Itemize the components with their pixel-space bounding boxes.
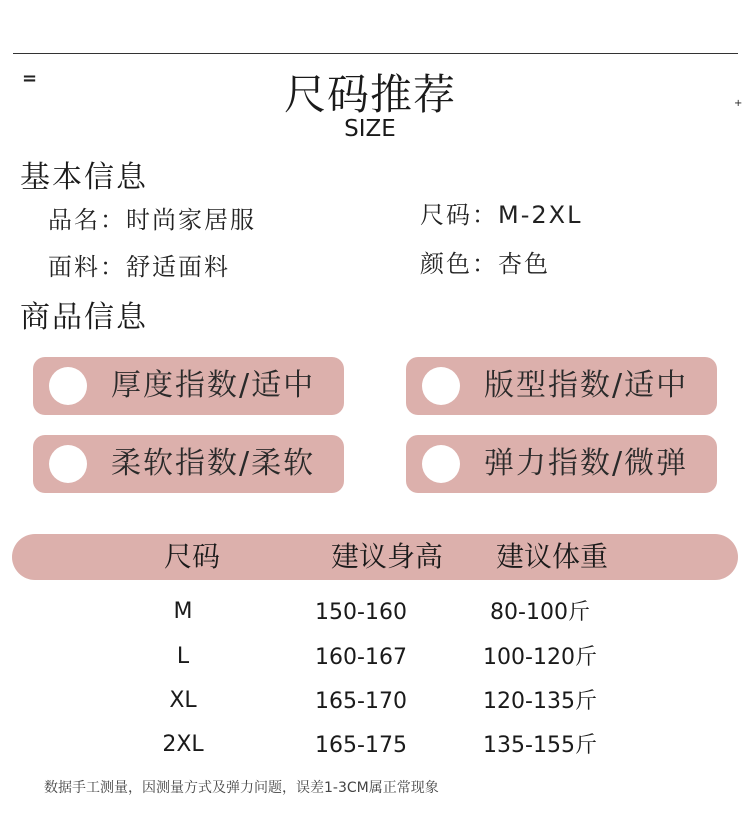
index-label: 弹力指数/微弹	[484, 446, 689, 481]
cell-weight: 80-100斤	[490, 600, 590, 625]
basic-info-heading: 基本信息	[20, 160, 148, 195]
cell-weight: 135-155斤	[483, 733, 597, 758]
column-header-weight: 建议体重	[495, 540, 608, 573]
cell-weight: 120-135斤	[483, 689, 597, 714]
column-header-height: 建议身高	[330, 540, 443, 573]
index-label: 厚度指数/适中	[111, 368, 316, 403]
circle-dot-icon	[49, 367, 87, 405]
product-info-heading: 商品信息	[20, 300, 148, 335]
cell-size: 2XL	[162, 732, 204, 757]
cell-height: 160-167	[315, 645, 407, 670]
index-pill-fit	[406, 357, 717, 415]
top-divider	[13, 53, 738, 54]
cell-height: 165-170	[315, 689, 407, 714]
color: 颜色：杏色	[420, 250, 550, 278]
measurement-note: 数据手工测量，因测量方式及弹力问题，误差1-3CM属正常现象	[44, 780, 439, 796]
circle-dot-icon	[49, 445, 87, 483]
cell-height: 165-175	[315, 733, 407, 758]
index-pill-thickness	[33, 357, 344, 415]
page-title: 尺码推荐	[283, 70, 456, 119]
cell-size: L	[176, 644, 190, 669]
cell-height: 150-160	[315, 600, 407, 625]
column-header-size: 尺码	[163, 540, 220, 573]
product-name: 品名：时尚家居服	[48, 206, 256, 234]
cell-weight: 100-120斤	[483, 645, 597, 670]
index-label: 版型指数/适中	[484, 368, 689, 403]
corner-mark-left: =	[22, 68, 38, 89]
cell-size: XL	[169, 688, 197, 713]
size-table-header	[12, 534, 738, 580]
circle-dot-icon	[422, 445, 460, 483]
size-range: 尺码：M-2XL	[420, 201, 583, 229]
index-label: 柔软指数/柔软	[111, 446, 316, 481]
circle-dot-icon	[422, 367, 460, 405]
page-subtitle: SIZE	[344, 116, 396, 142]
corner-mark-right: +	[734, 98, 743, 109]
fabric: 面料：舒适面料	[48, 253, 230, 281]
index-pill-elasticity	[406, 435, 717, 493]
cell-size: M	[173, 599, 193, 624]
index-pill-softness	[33, 435, 344, 493]
